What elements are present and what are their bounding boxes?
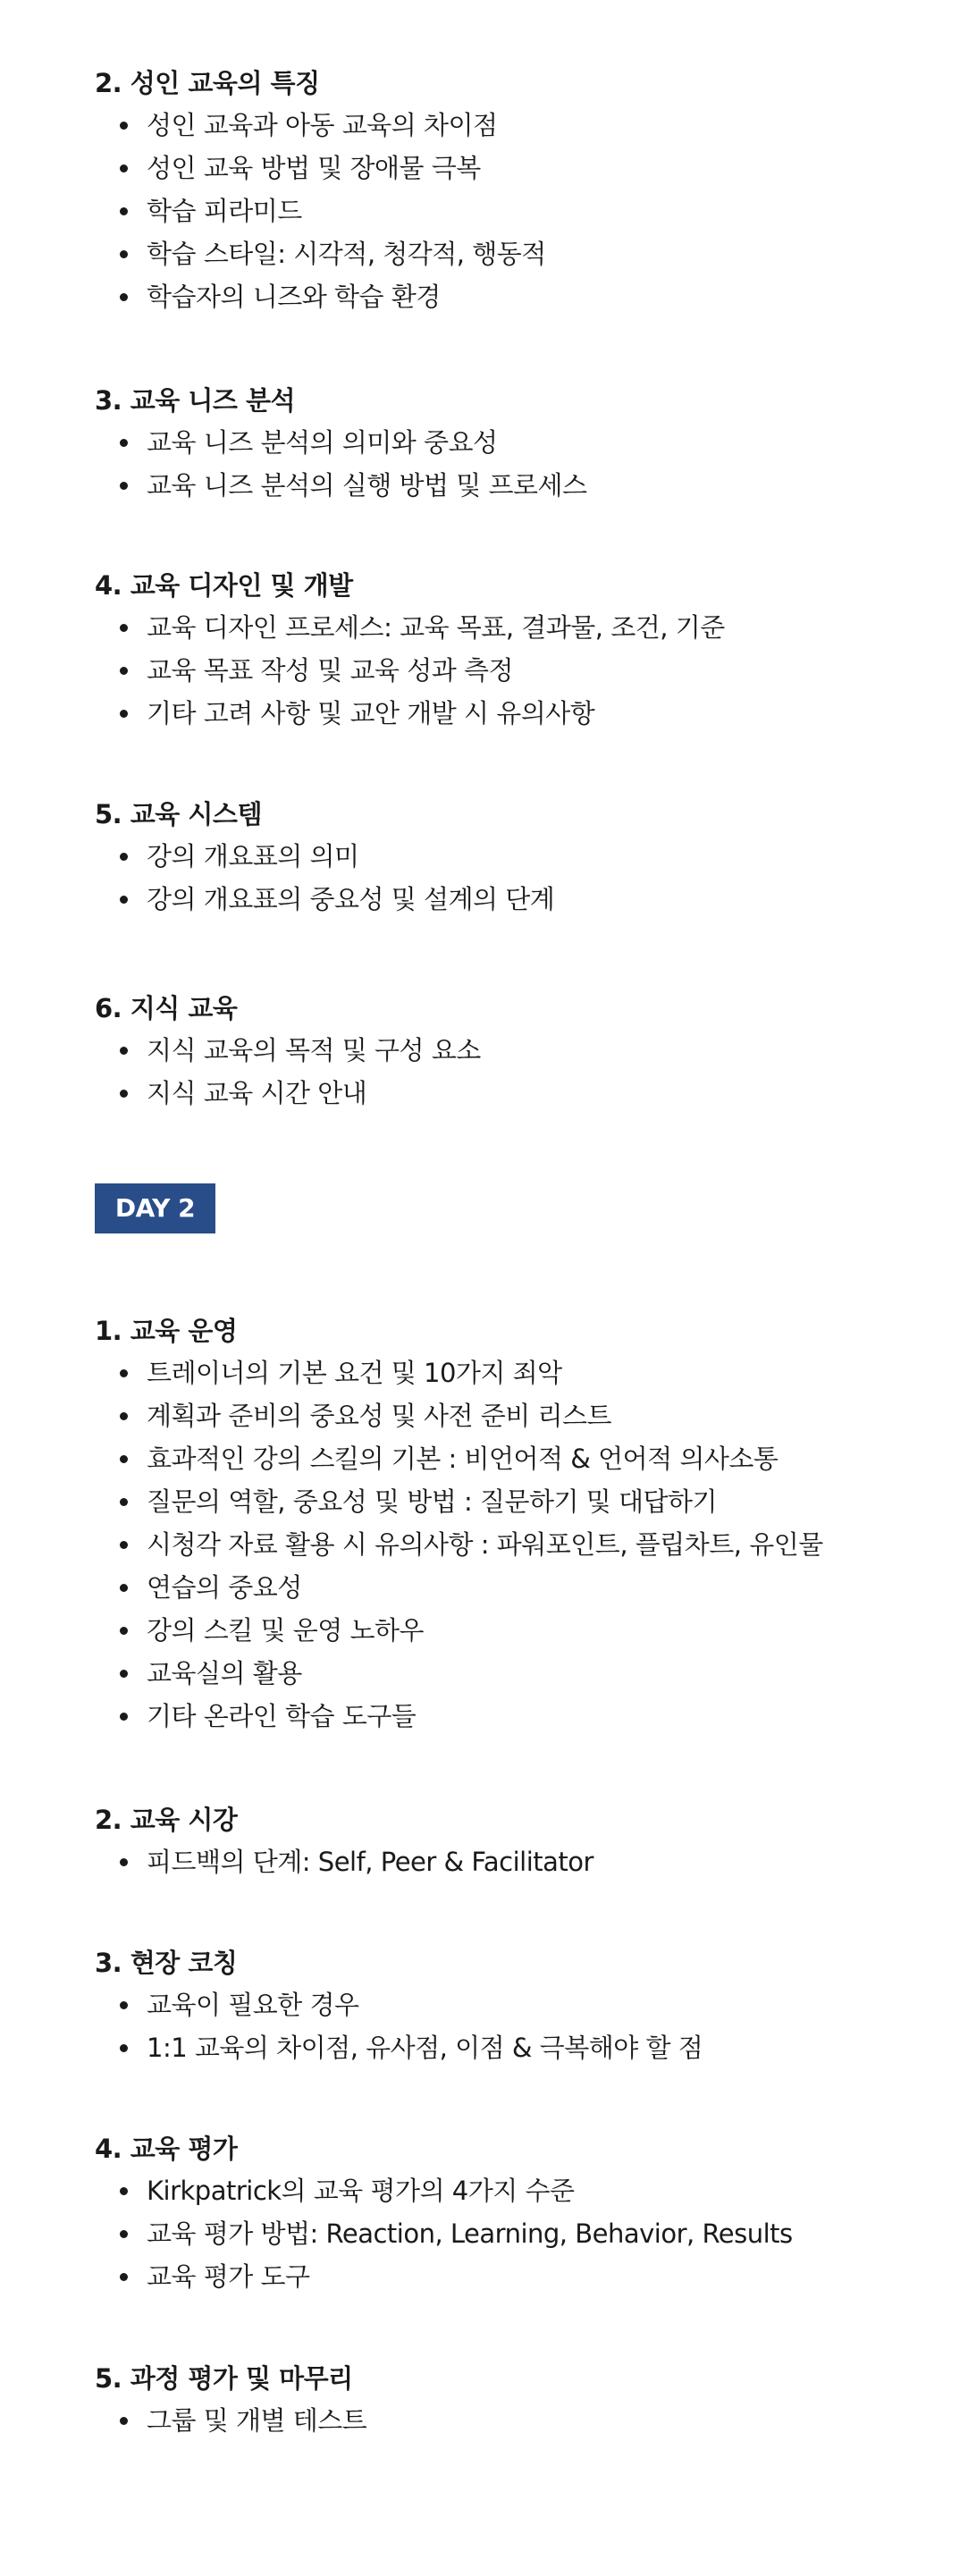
list-item: 기타 고려 사항 및 교안 개발 시 유의사항 [120,692,725,735]
list-item: 교육실의 활용 [120,1652,823,1695]
section-field-coaching [95,1942,703,2069]
item-list [120,421,587,507]
item-list [120,606,725,735]
section-course-wrapup [95,2358,366,2442]
section-design-development [95,565,725,735]
day-2-badge: DAY 2 [95,1183,215,1233]
section-operation [95,1310,823,1738]
section-education-system [95,794,554,921]
list-item: 교육 목표 작성 및 교육 성과 측정 [120,649,725,692]
item-list [120,1029,481,1115]
section-evaluation [95,2128,793,2298]
list-item: 강의 개요표의 의미 [120,835,554,878]
list-item: 교육 니즈 분석의 의미와 중요성 [120,421,587,464]
section-adult-education [95,63,546,318]
list-item: 강의 스킬 및 운영 노하우 [120,1609,823,1652]
list-item: 학습자의 니즈와 학습 환경 [120,275,546,318]
section-needs-analysis [95,380,587,507]
list-item: 성인 교육 방법 및 장애물 극복 [120,147,546,189]
section-title: 6. 지식 교육 [95,993,238,1023]
section-title: 3. 교육 니즈 분석 [95,385,296,416]
list-item: 성인 교육과 아동 교육의 차이점 [120,104,546,147]
section-practice-lecture [95,1799,593,1883]
list-item: 계획과 준비의 중요성 및 사전 준비 리스트 [120,1394,823,1437]
section-title: 4. 교육 평가 [95,2134,238,2164]
item-list [120,835,554,921]
item-list [120,1840,593,1883]
list-item: 학습 피라미드 [120,189,546,232]
item-list [120,104,546,318]
list-item: 지식 교육의 목적 및 구성 요소 [120,1029,481,1072]
list-item: Kirkpatrick의 교육 평가의 4가지 수준 [120,2169,793,2212]
list-item: 학습 스타일: 시각적, 청각적, 행동적 [120,232,546,275]
list-item: 그룹 및 개별 테스트 [120,2399,366,2442]
list-item: 피드백의 단계: Self, Peer & Facilitator [120,1840,593,1883]
list-item: 교육 평가 방법: Reaction, Learning, Behavior, Results [120,2212,793,2255]
section-title: 2. 성인 교육의 특징 [95,68,320,98]
section-title: 1. 교육 운영 [95,1316,238,1346]
section-knowledge-education [95,988,481,1115]
item-list [120,2399,366,2442]
list-item: 연습의 중요성 [120,1566,823,1609]
section-title: 5. 과정 평가 및 마무리 [95,2363,353,2394]
section-title: 2. 교육 시강 [95,1805,238,1835]
section-title: 4. 교육 디자인 및 개발 [95,570,353,601]
section-title: 3. 현장 코칭 [95,1948,238,1978]
list-item: 기타 온라인 학습 도구들 [120,1695,823,1738]
list-item: 1:1 교육의 차이점, 유사점, 이점 & 극복해야 할 점 [120,2026,703,2069]
list-item: 강의 개요표의 중요성 및 설계의 단계 [120,878,554,921]
list-item: 트레이너의 기본 요건 및 10가지 죄악 [120,1351,823,1394]
list-item: 교육 니즈 분석의 실행 방법 및 프로세스 [120,464,587,507]
list-item: 효과적인 강의 스킬의 기본 : 비언어적 & 언어적 의사소통 [120,1437,823,1480]
list-item: 교육 평가 도구 [120,2255,793,2298]
item-list [120,1351,823,1738]
section-title: 5. 교육 시스템 [95,799,262,829]
list-item: 교육 디자인 프로세스: 교육 목표, 결과물, 조건, 기준 [120,606,725,649]
item-list [120,1983,703,2069]
list-item: 질문의 역할, 중요성 및 방법 : 질문하기 및 대답하기 [120,1480,823,1523]
list-item: 시청각 자료 활용 시 유의사항 : 파워포인트, 플립차트, 유인물 [120,1523,823,1566]
list-item: 교육이 필요한 경우 [120,1983,703,2026]
item-list [120,2169,793,2298]
list-item: 지식 교육 시간 안내 [120,1072,481,1115]
